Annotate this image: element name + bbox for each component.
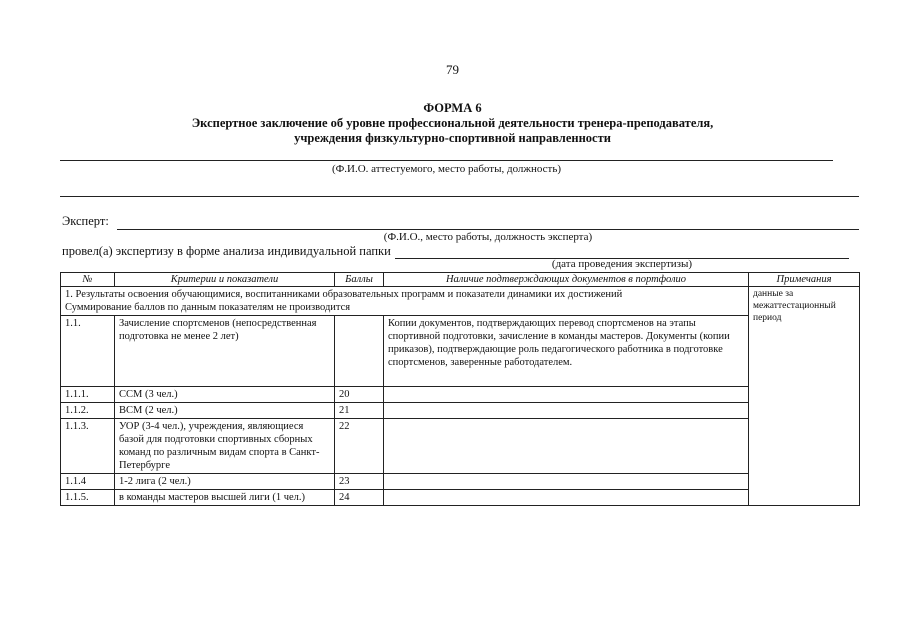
row-points: 21 <box>335 403 384 419</box>
section-row <box>61 287 860 316</box>
blank-field-line[interactable] <box>60 196 859 197</box>
conducted-label: провел(а) экспертизу в форме анализа индивидуальной папки <box>62 244 391 258</box>
header-points: Баллы <box>335 273 384 287</box>
row-criteria: 1-2 лига (2 чел.) <box>115 474 335 490</box>
row-documents <box>384 403 749 419</box>
table-row <box>61 419 860 474</box>
row-num: 1.1. <box>61 316 115 387</box>
row-criteria: в команды мастеров высшей лиги (1 чел.) <box>115 490 335 506</box>
row-criteria: Зачисление спортсменов (непосредственная подготовка не менее 2 лет) <box>115 316 335 387</box>
table-row <box>61 387 860 403</box>
table-row <box>61 316 860 387</box>
table-row <box>61 403 860 419</box>
row-num: 1.1.2. <box>61 403 115 419</box>
attestee-caption: (Ф.И.О. аттестуемого, место работы, должность) <box>331 163 562 175</box>
row-documents <box>384 474 749 490</box>
date-caption: (дата проведения экспертизы) <box>551 258 693 270</box>
row-criteria: ССМ (3 чел.) <box>115 387 335 403</box>
section-cell <box>61 287 749 316</box>
attestee-field-line[interactable] <box>60 160 833 161</box>
row-documents: Копии документов, подтверждающих перевод спортсменов на этапы спортивной подготовки, зачисление в команды мастеров. Документы (копии приказов), подтверждающие роль педагогического работника в подготовке спортсменов, заверенные работодателем. <box>384 316 749 387</box>
row-documents <box>384 419 749 474</box>
section-note: данные за межаттестационный период <box>749 287 860 506</box>
table-row <box>61 474 860 490</box>
table-row <box>61 490 860 506</box>
row-points: 23 <box>335 474 384 490</box>
form-heading-line-2: учреждения физкультурно-спортивной направленности <box>294 131 611 145</box>
row-num: 1.1.4 <box>61 474 115 490</box>
row-documents <box>384 387 749 403</box>
row-criteria: УОР (3-4 чел.), учреждения, являющиеся базой для подготовки спортивных сборных команд по различным видам спорта в Санкт-Петербурге <box>115 419 335 474</box>
row-points <box>335 316 384 387</box>
page-number: 79 <box>446 62 459 77</box>
row-points: 24 <box>335 490 384 506</box>
header-num: № <box>61 273 115 287</box>
row-points: 22 <box>335 419 384 474</box>
header-notes: Примечания <box>749 273 860 287</box>
row-num: 1.1.3. <box>61 419 115 474</box>
header-criteria: Критерии и показатели <box>115 273 335 287</box>
row-documents <box>384 490 749 506</box>
form-heading-line-1: Экспертное заключение об уровне профессиональной деятельности тренера-преподавателя, <box>191 116 714 130</box>
row-num: 1.1.5. <box>61 490 115 506</box>
criteria-table <box>60 272 860 506</box>
row-num: 1.1.1. <box>61 387 115 403</box>
form-title: ФОРМА 6 <box>423 101 482 115</box>
expert-caption: (Ф.И.О., место работы, должность эксперта) <box>383 231 593 243</box>
expert-label: Эксперт: <box>62 214 109 228</box>
section-title: 1. Результаты освоения обучающимися, воспитанниками образовательных программ и показатели динамики их достижений <box>65 289 623 300</box>
row-criteria: ВСМ (2 чел.) <box>115 403 335 419</box>
expert-field-line[interactable] <box>117 229 859 230</box>
row-points: 20 <box>335 387 384 403</box>
header-documents: Наличие подтверждающих документов в портфолио <box>384 273 749 287</box>
section-subtitle: Суммирование баллов по данным показателям не производится <box>65 302 351 313</box>
table-header-row <box>61 273 860 287</box>
